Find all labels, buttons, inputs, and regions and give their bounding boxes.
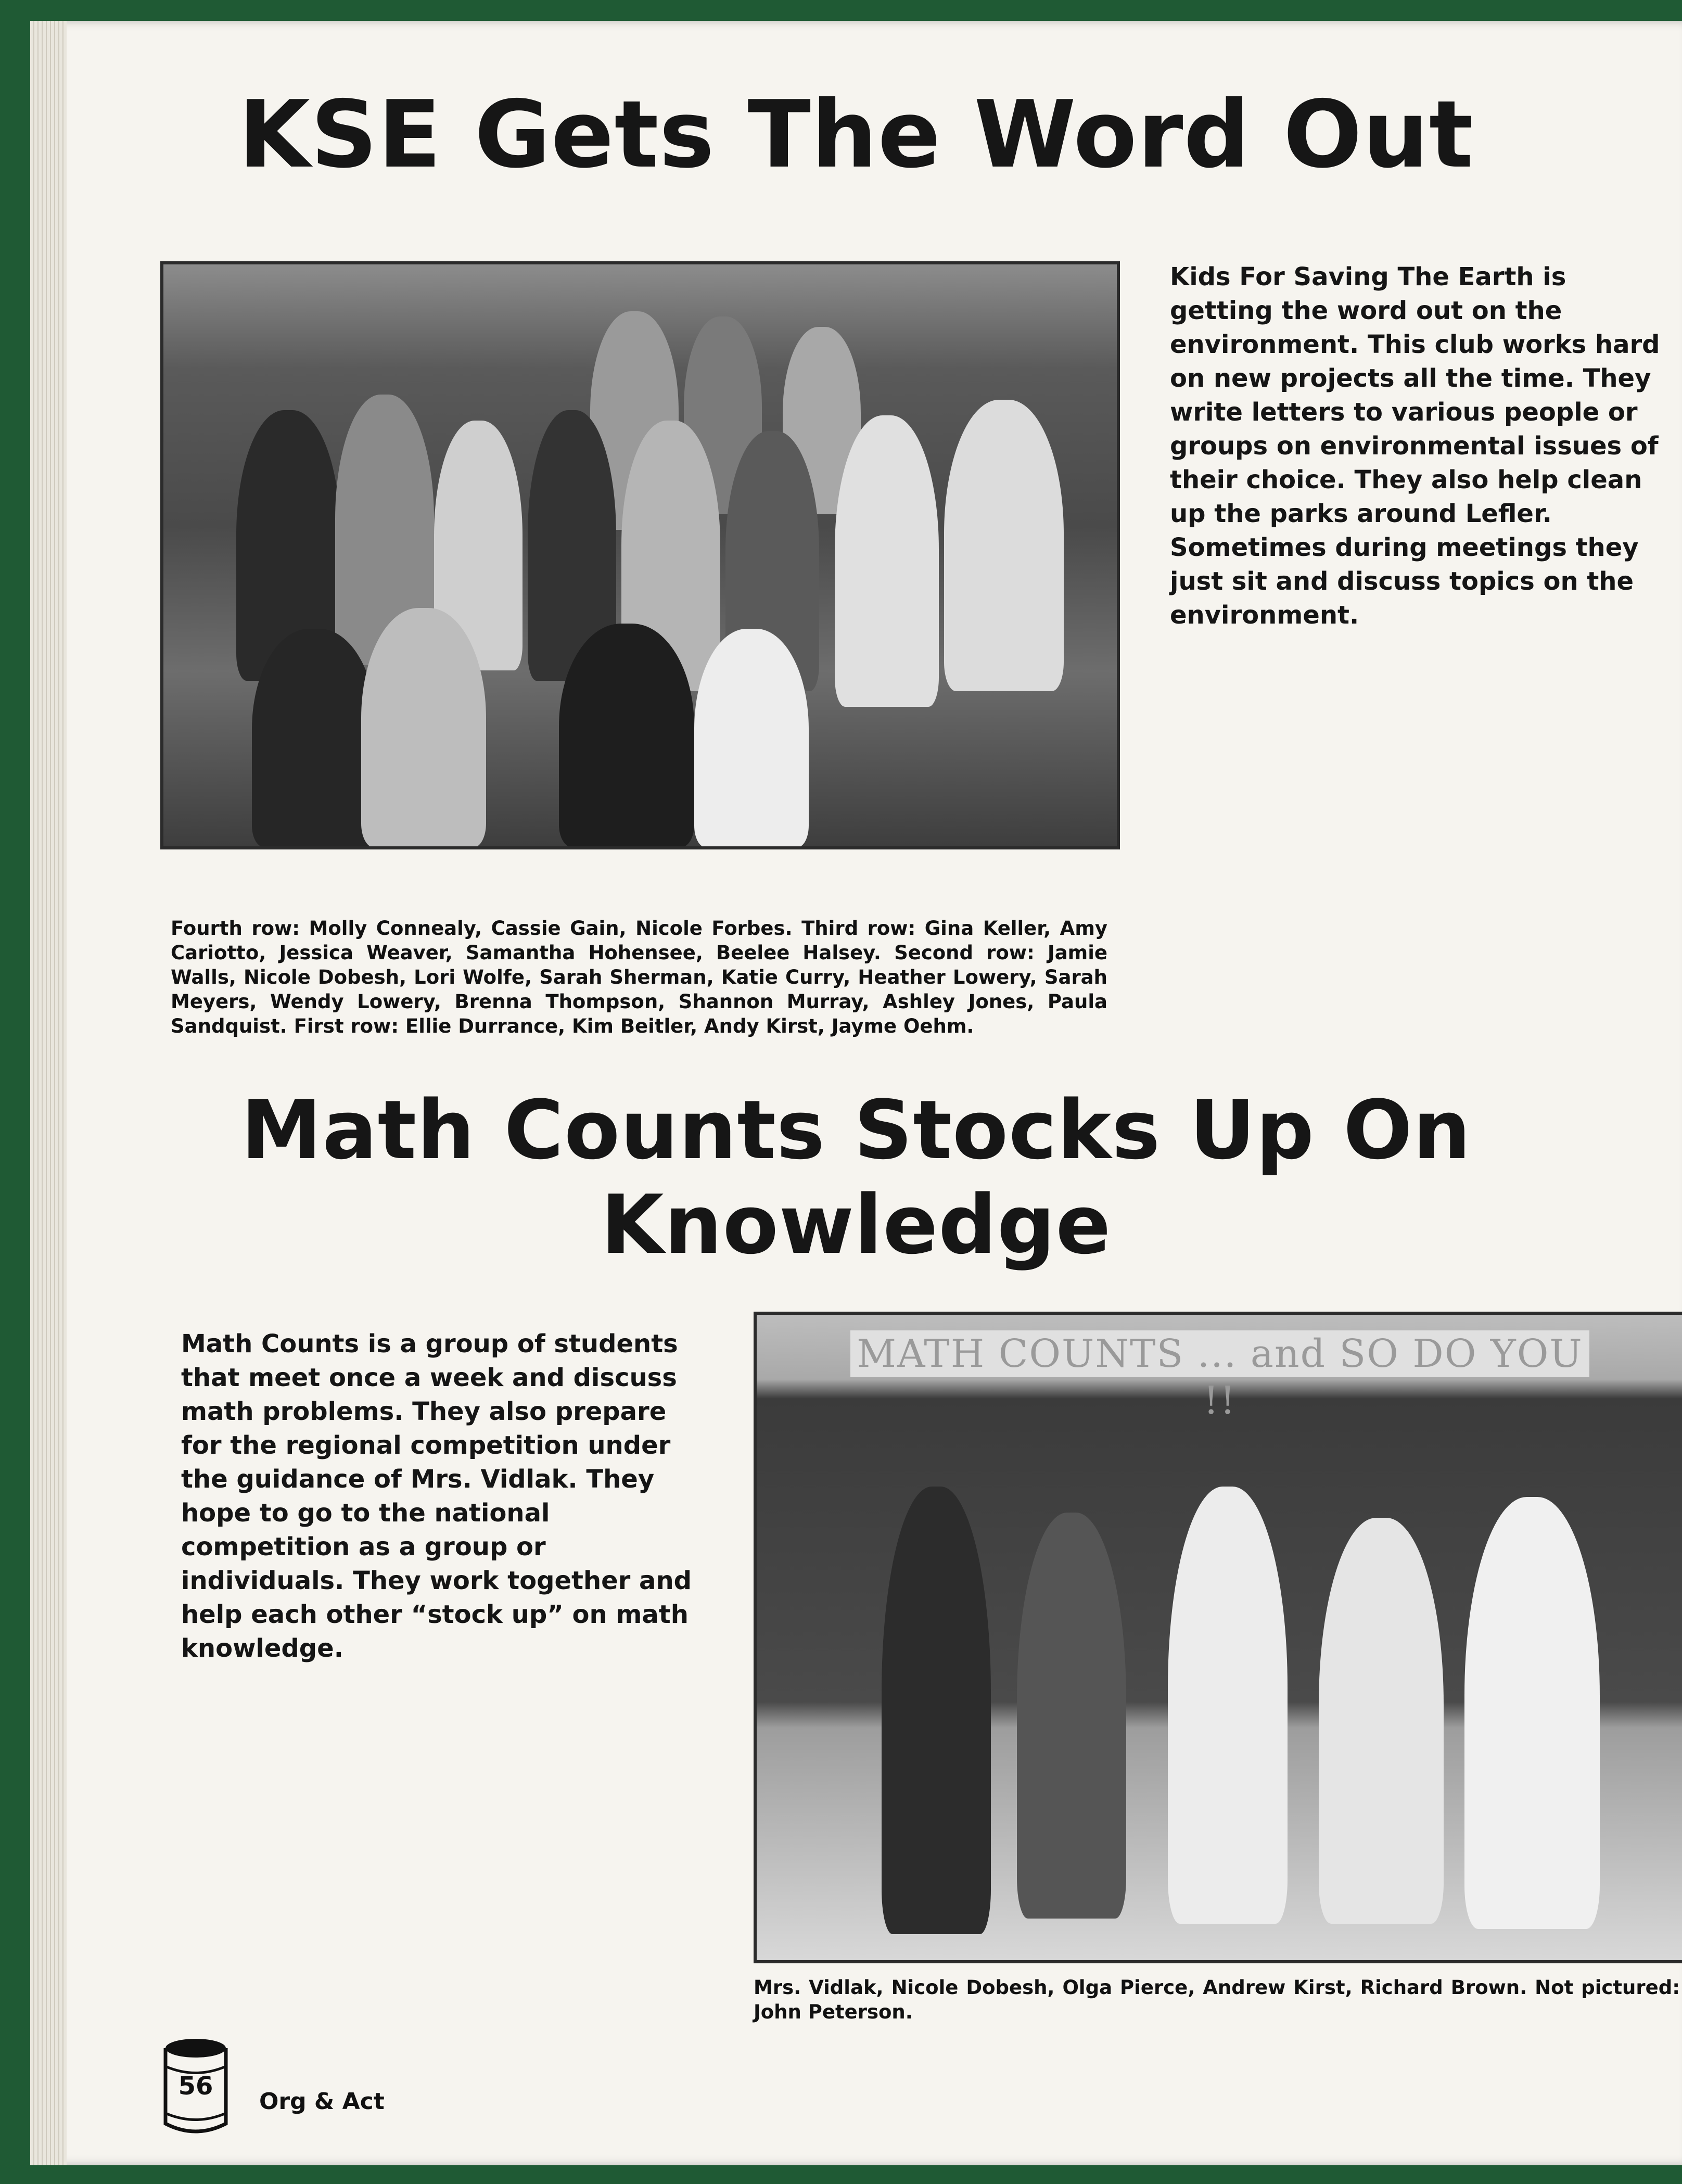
kse-title: KSE Gets The Word Out: [238, 81, 1474, 188]
kse-group-photo: [160, 261, 1120, 849]
math-counts-title-line2: Knowledge: [601, 1177, 1112, 1272]
math-counts-body-text: Math Counts is a group of students that meet once a week and discuss math problems. They also prepare for the regional competition under the guidance of Mrs. Vidlak. They hope to go to the national competition as a group or individuals. They work together and help each other “stock up” on math knowledge.: [181, 1329, 692, 1663]
math-counts-photo-caption: Mrs. Vidlak, Nicole Dobesh, Olga Pierce, Andrew Kirst, Richard Brown. Not pictured: John Peterson.: [754, 1976, 1680, 2023]
page-number: 56: [178, 2072, 213, 2101]
math-counts-group-photo: [754, 1312, 1682, 1963]
page-number-can-icon: [162, 2035, 230, 2139]
math-counts-title: [30, 1083, 1682, 1272]
kse-photo-caption: Fourth row: Molly Connealy, Cassie Gain, Nicole Forbes. Third row: Gina Keller, Amy Cariotto, Jessica Weaver, Samantha Hohensee, Beelee Halsey. Second row: Jamie Walls, Nicole Dobesh, Lori Wolfe, Sarah Sherman, Katie Curry, Heather Lowery, Sarah Meyers, Wendy Lowery, Brenna Thompson, Shannon Murray, Ashley Jones, Paula Sandquist. First row: Ellie Durrance, Kim Beitler, Andy Kirst, Jayme Oehm.: [171, 917, 1107, 1037]
yearbook-page: [30, 21, 1682, 2165]
kse-body-text: Kids For Saving The Earth is getting the word out on the environment. This club works hard on new projects all the time. They write letters to various people or groups on environmental issues of their choice. They also help clean up the parks around Lefler. Sometimes during meetings they just sit and discuss topics on the environment.: [1170, 262, 1660, 630]
math-counts-title-line1: Math Counts Stocks Up On: [241, 1083, 1471, 1177]
section-label: Org & Act: [259, 2088, 385, 2115]
math-counts-banner: MATH COUNTS ... and SO DO YOU !!: [850, 1330, 1589, 1377]
